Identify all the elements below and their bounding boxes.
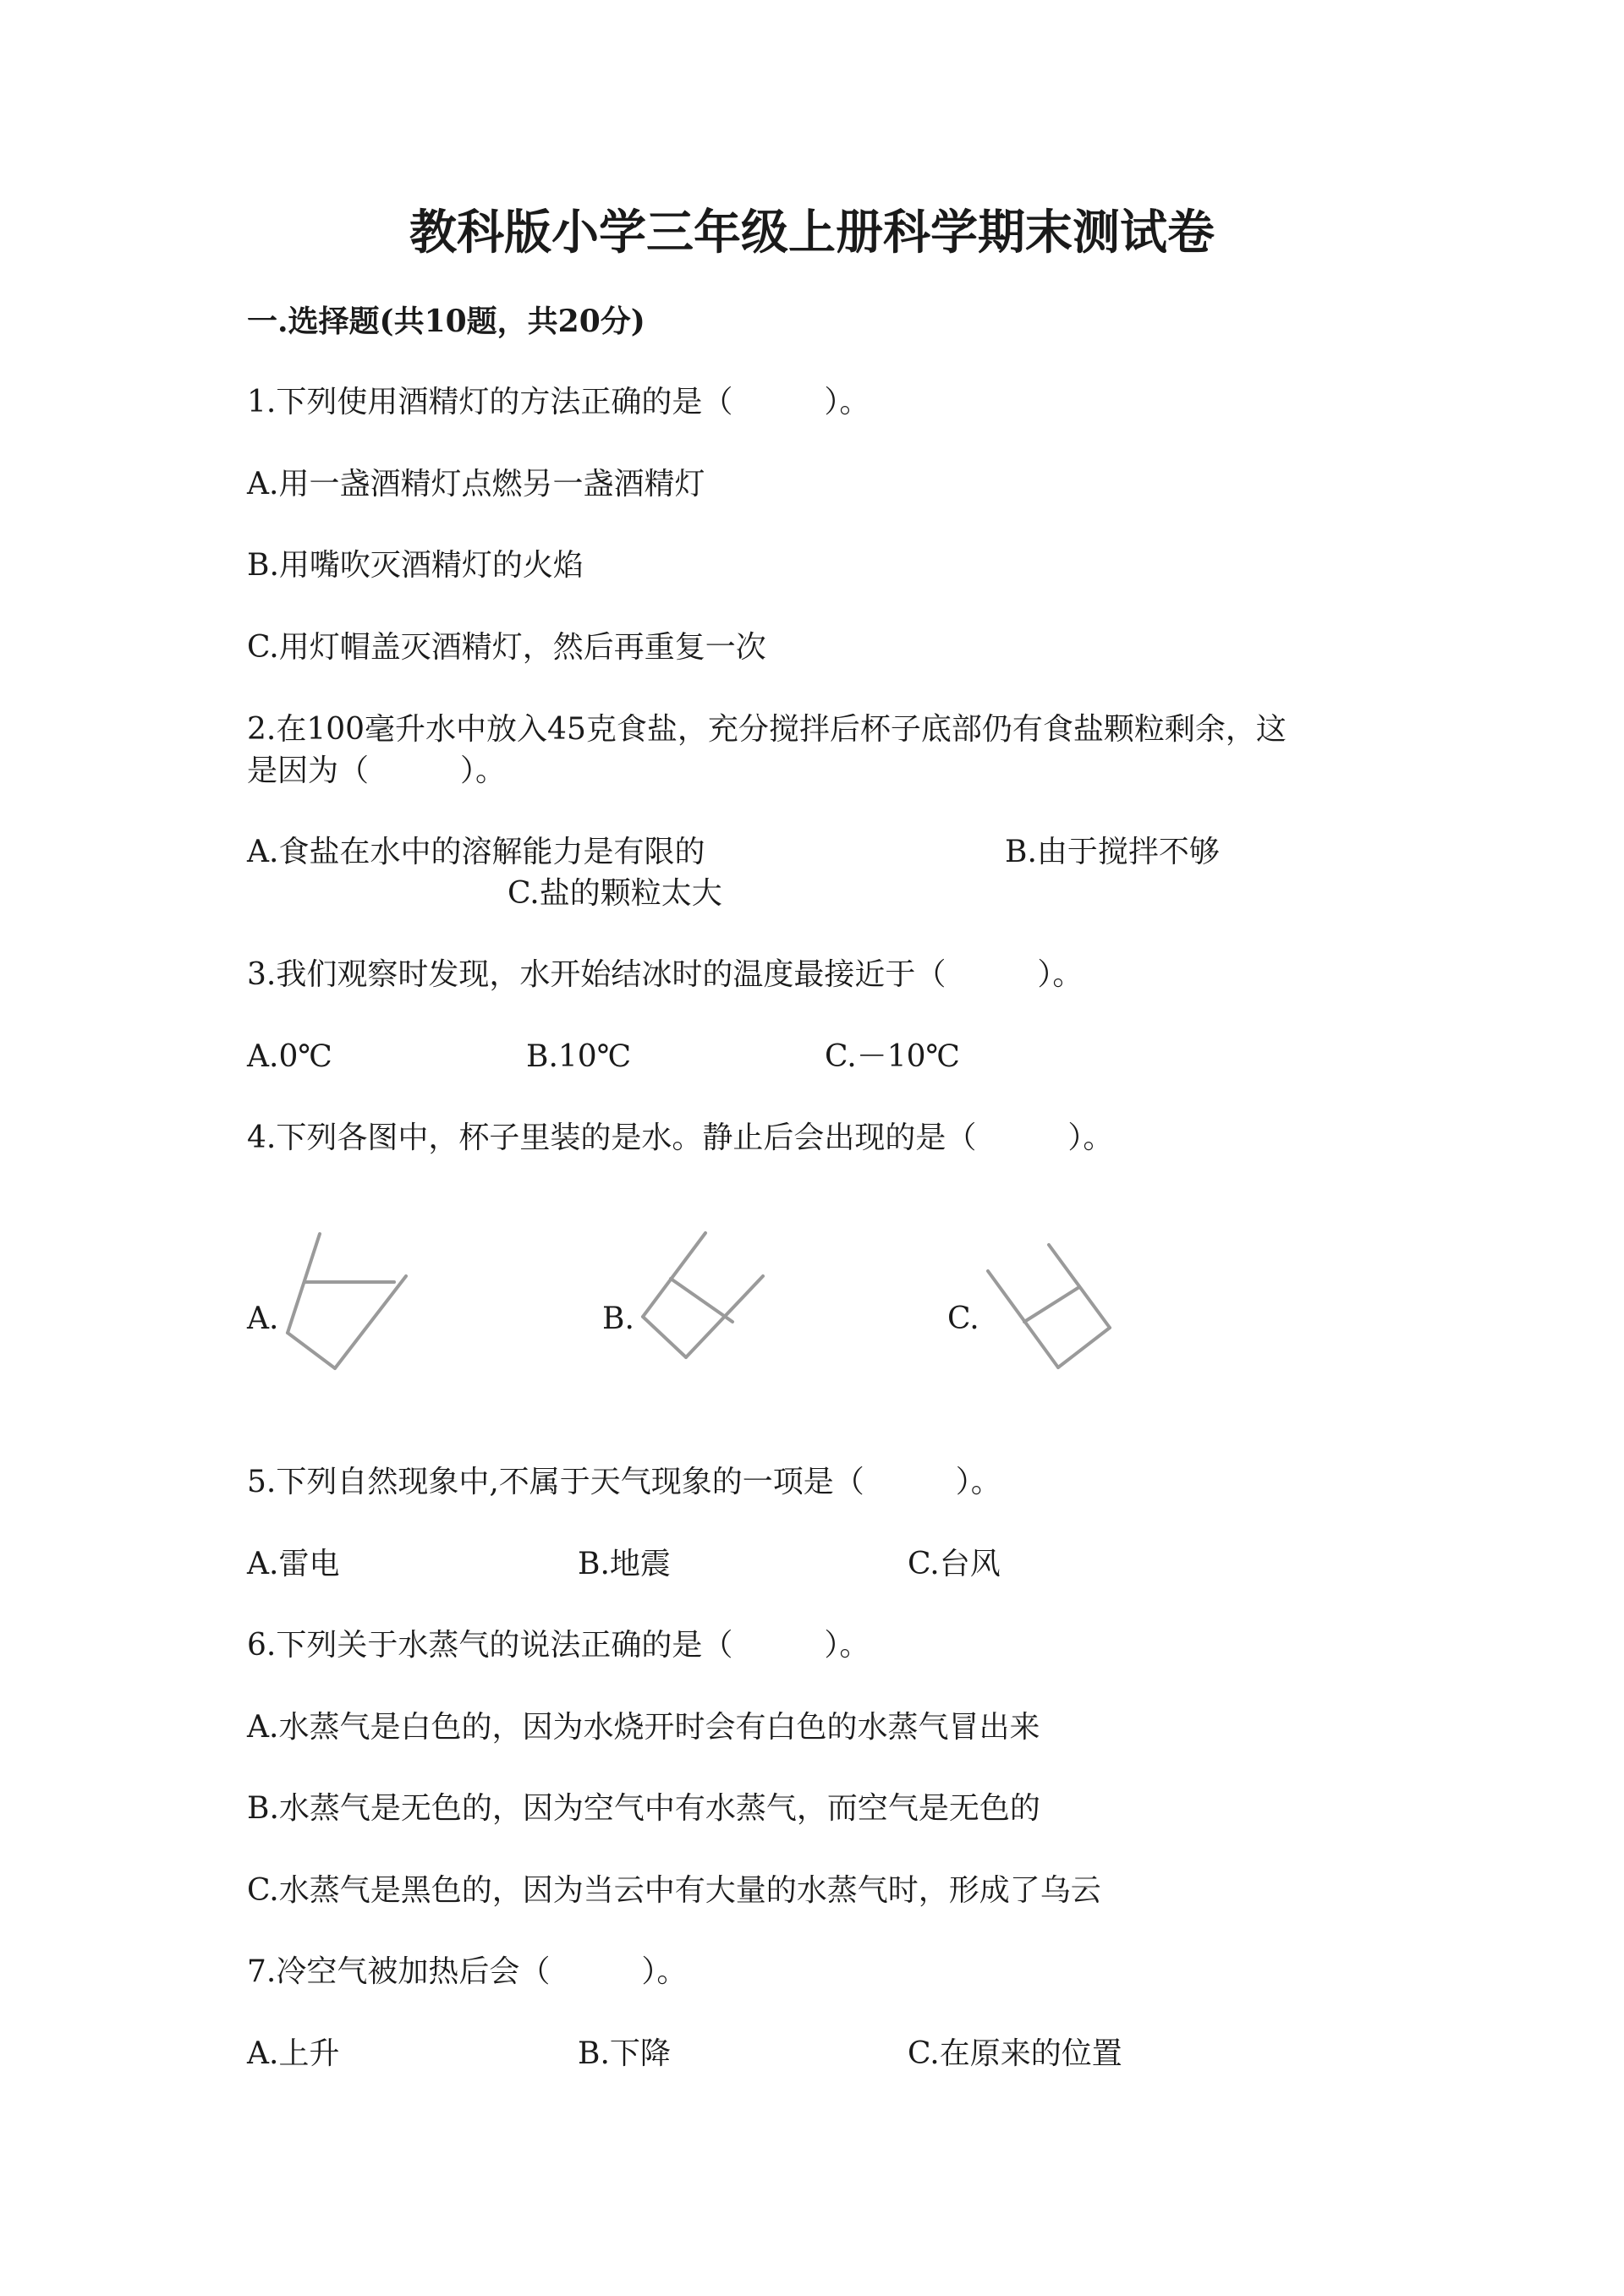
question-6-option-c[interactable]: C.水蒸气是黑色的，因为当云中有大量的水蒸气时，形成了乌云	[247, 1873, 1101, 1908]
question-7-option-c[interactable]: C.在原来的位置	[908, 2036, 1122, 2071]
cup-a-right-wall	[335, 1276, 406, 1368]
question-3-option-a[interactable]: A.0℃	[247, 1039, 332, 1074]
question-6-option-b[interactable]: B.水蒸气是无色的，因为空气中有水蒸气，而空气是无色的	[247, 1791, 1040, 1826]
question-2-stem-line-2: 是因为（ ）。	[247, 753, 507, 788]
question-5-option-a[interactable]: A.雷电	[247, 1547, 340, 1581]
question-3-stem: 3.我们观察时发现，水开始结冰时的温度最接近于（ ）。	[247, 957, 1084, 992]
question-1-option-c[interactable]: C.用灯帽盖灭酒精灯，然后再重复一次	[247, 630, 766, 665]
cup-figure-b	[634, 1226, 778, 1378]
cup-b-left-wall	[643, 1233, 705, 1317]
cup-b-water-surface	[671, 1279, 732, 1322]
question-7-option-a[interactable]: A.上升	[247, 2036, 340, 2071]
question-1-stem: 1.下列使用酒精灯的方法正确的是（ ）。	[247, 385, 870, 419]
question-2-option-c[interactable]: C.盐的颗粒太大	[508, 876, 722, 911]
question-5-option-b[interactable]: B.地震	[578, 1547, 671, 1581]
question-2-stem-line-1: 2.在100毫升水中放入45克食盐，充分搅拌后杯子底部仍有食盐颗粒剩余，这	[247, 712, 1287, 747]
question-5-stem: 5.下列自然现象中,不属于天气现象的一项是（ ）。	[247, 1465, 1001, 1499]
question-6-option-a[interactable]: A.水蒸气是白色的，因为水烧开时会有白色的水蒸气冒出来	[247, 1710, 1040, 1745]
cup-c-bottom	[1058, 1328, 1110, 1367]
question-2-option-b[interactable]: B.由于搅拌不够	[1005, 835, 1220, 869]
cup-figure-a	[279, 1226, 423, 1378]
question-4-option-a[interactable]: A.	[247, 1301, 279, 1336]
cup-c-left-wall	[988, 1271, 1058, 1367]
question-7-option-b[interactable]: B.下降	[578, 2036, 671, 2071]
question-2-option-a[interactable]: A.食盐在水中的溶解能力是有限的	[247, 835, 705, 869]
cup-a-bottom	[288, 1333, 335, 1368]
question-4-option-b[interactable]: B.	[602, 1301, 634, 1336]
cup-c-water-surface	[1024, 1287, 1079, 1322]
question-1-option-b[interactable]: B.用嘴吹灭酒精灯的火焰	[247, 548, 584, 583]
question-3-option-c[interactable]: C.－10℃	[825, 1039, 960, 1074]
question-5-option-c[interactable]: C.台风	[908, 1547, 1001, 1581]
question-1-option-a[interactable]: A.用一盏酒精灯点燃另一盏酒精灯	[247, 467, 705, 501]
question-4-stem: 4.下列各图中，杯子里装的是水。静止后会出现的是（ ）。	[247, 1121, 1114, 1155]
section-heading: 一.选择题(共10题，共20分)	[247, 304, 645, 339]
cup-b-bottom	[643, 1317, 686, 1357]
question-7-stem: 7.冷空气被加热后会（ ）。	[247, 1954, 688, 1989]
question-6-stem: 6.下列关于水蒸气的说法正确的是（ ）。	[247, 1628, 870, 1663]
question-3-option-b[interactable]: B.10℃	[526, 1039, 631, 1074]
question-4-option-c[interactable]: C.	[947, 1301, 979, 1336]
cup-figure-c	[981, 1226, 1125, 1378]
page-title: 教科版小学三年级上册科学期末测试卷	[409, 205, 1215, 260]
